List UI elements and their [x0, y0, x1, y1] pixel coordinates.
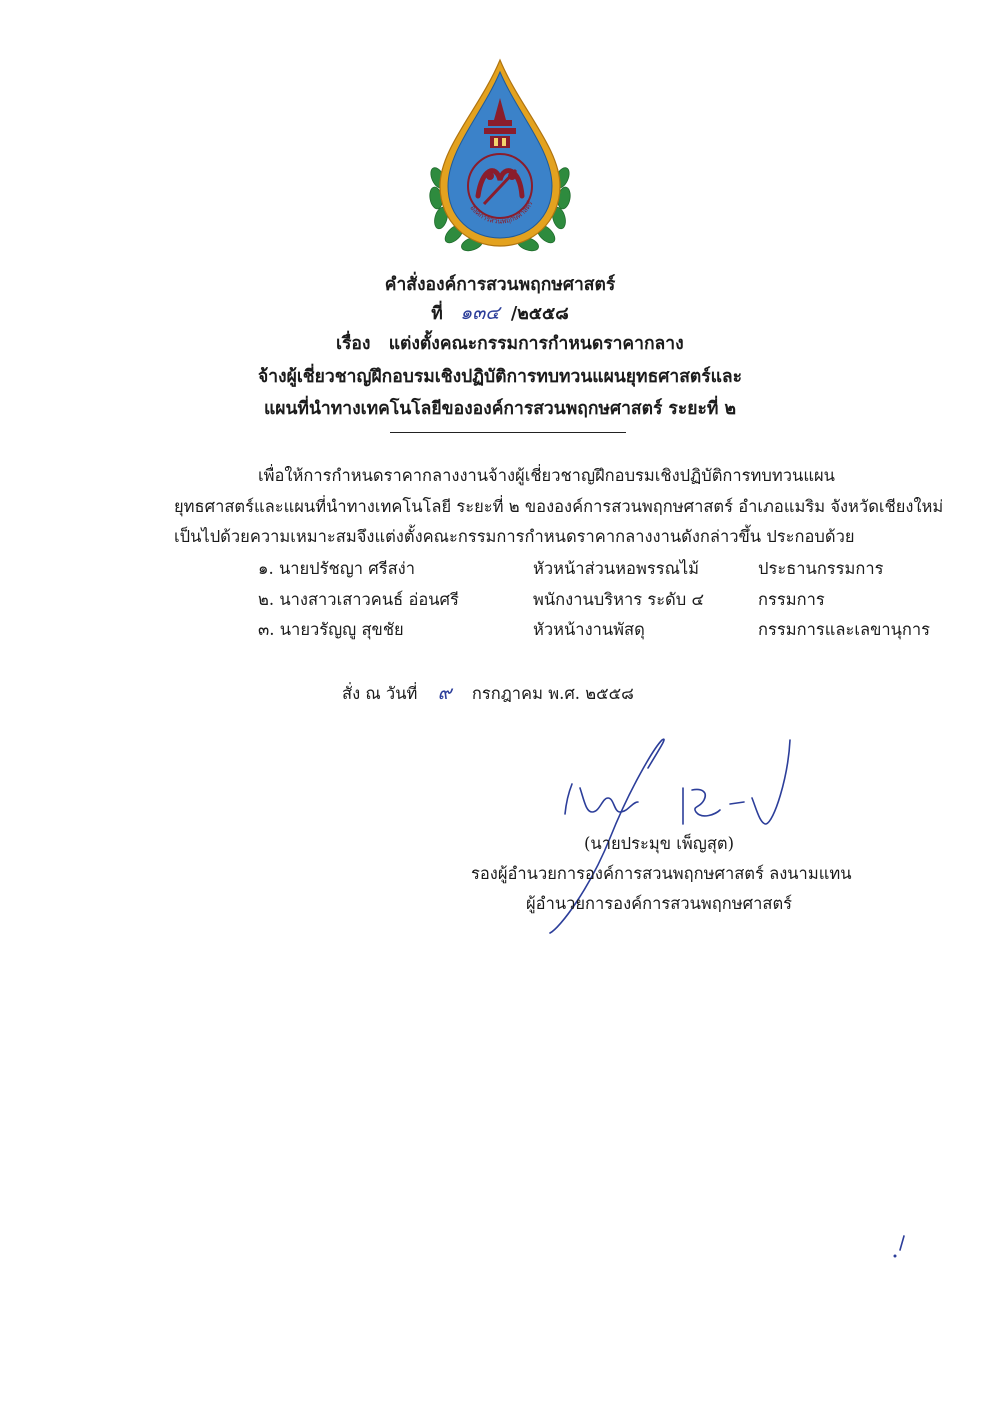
subject-text-1: แต่งตั้งคณะกรรมการกำหนดราคากลาง [388, 334, 684, 354]
number-prefix: ที่ [431, 304, 443, 324]
order-number-line [0, 298, 1000, 328]
subject-line-1 [336, 329, 684, 357]
body-line-2: ยุทธศาสตร์และแผนที่นำทางเทคโนโลยี ระยะที่ ๒ ขององค์การสวนพฤกษศาสตร์ อำเภอแมริม จังหวัดเชียงใหม่ [174, 497, 944, 516]
number-suffix: /๒๕๕๘ [510, 304, 569, 324]
member-role: ประธานกรรมการ [758, 559, 884, 578]
member-name: ๑. นายปรัชญา ศรีสง่า [258, 559, 416, 578]
member-name: ๒. นางสาวเสาวคนธ์ อ่อนศรี [258, 590, 459, 609]
header-divider [390, 432, 626, 433]
signatory-title-1: รองผู้อำนวยการองค์การสวนพฤกษศาสตร์ ลงนามแทน [471, 864, 852, 883]
handwritten-day: ๙ [437, 682, 452, 704]
handwritten-order-number: ๑๓๔ [460, 302, 500, 324]
member-position: หัวหน้าส่วนหอพรรณไม้ [533, 559, 700, 578]
order-title: คำสั่งองค์การสวนพฤกษศาสตร์ [384, 275, 616, 295]
member-role: กรรมการ [758, 590, 825, 609]
subject-label: เรื่อง [336, 334, 371, 354]
body-line-1: เพื่อให้การกำหนดราคากลางงานจ้างผู้เชี่ยวชาญฝึกอบรมเชิงปฏิบัติการทบทวนแผน [258, 466, 835, 485]
member-position: หัวหน้างานพัสดุ [533, 620, 645, 639]
member-name: ๓. นายวรัญญู สุขชัย [258, 620, 404, 639]
logo-ring-text: องค์การสวนพฤกษศาสตร์ [468, 199, 535, 226]
subject-line-2: จ้างผู้เชี่ยวชาญฝึกอบรมเชิงปฏิบัติการทบทวนแผนยุทธศาสตร์และ [257, 367, 743, 387]
body-line-3: เป็นไปด้วยความเหมาะสมจึงแต่งตั้งคณะกรรมการกำหนดราคากลางงานดังกล่าวขึ้น ประกอบด้วย [174, 527, 855, 546]
organization-logo-icon [424, 58, 576, 254]
subject-line-3: แผนที่นำทางเทคโนโลยีขององค์การสวนพฤกษศาสตร์ ระยะที่ ๒ [263, 399, 737, 419]
ink-mark-icon [890, 1232, 912, 1262]
signatory-name: (นายประมุข เพ็ญสุต) [584, 834, 735, 853]
date-rest: กรกฎาคม พ.ศ. ๒๕๕๘ [471, 684, 634, 703]
member-position: พนักงานบริหาร ระดับ ๔ [533, 590, 704, 609]
date-prefix: สั่ง ณ วันที่ [342, 684, 418, 703]
member-role: กรรมการและเลขานุการ [758, 620, 931, 639]
signatory-title-2: ผู้อำนวยการองค์การสวนพฤกษศาสตร์ [526, 894, 793, 913]
order-date [342, 678, 634, 708]
